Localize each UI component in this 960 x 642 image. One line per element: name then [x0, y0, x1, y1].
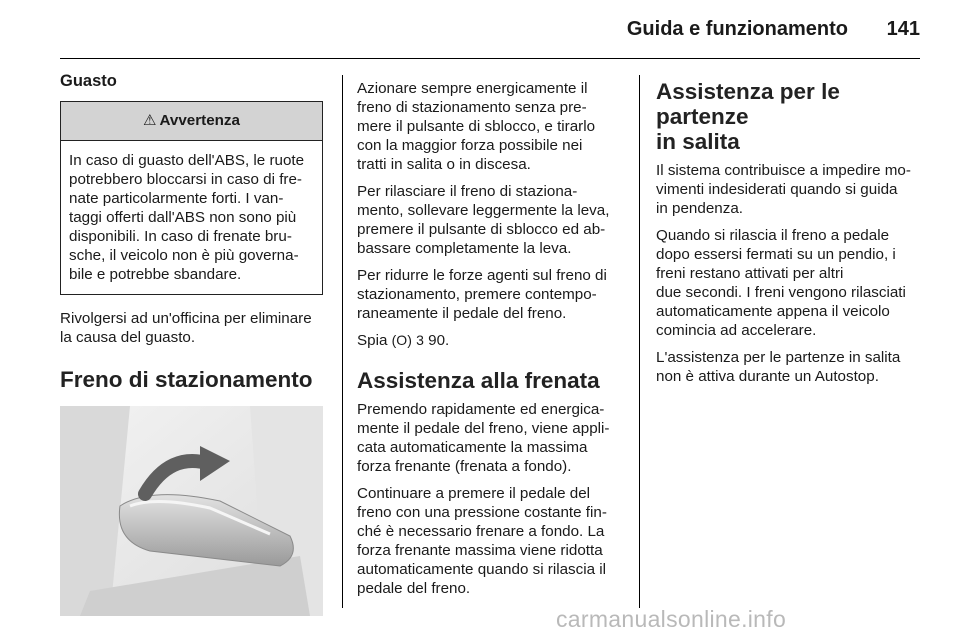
text-line: freno con una pressione costante fin-	[357, 504, 607, 521]
text-line: bile e potrebbe sbandare.	[69, 266, 242, 283]
text-line: pedale del freno.	[357, 580, 471, 597]
spia-page: 90.	[428, 332, 450, 349]
text-line: disponibili. In caso di frenate bru-	[69, 228, 292, 245]
spia-label: Spia	[357, 332, 388, 349]
heading-freno-stazionamento: Freno di stazionamento	[60, 367, 313, 392]
text-line: due secondi. I freni vengono rilasciati	[656, 284, 906, 301]
column-right	[656, 79, 920, 394]
warning-title: Avvertenza	[159, 112, 240, 129]
text-line: cata automaticamente la massima	[357, 439, 588, 456]
text-line: freni restano attivati per altri	[656, 265, 844, 282]
text-line: automaticamente quando si rilascia il	[357, 561, 607, 578]
text-line: taggi offerti dall'ABS non sono più	[69, 209, 297, 226]
text-line: tratti in salita o in discesa.	[357, 156, 531, 173]
text-line: vimenti indesiderati quando si guida	[656, 181, 898, 198]
text-line: In caso di guasto dell'ABS, le ruote	[69, 152, 305, 169]
text-line: la causa del guasto.	[60, 329, 196, 346]
text-line: Il sistema contribuisce a impedire mo-	[656, 162, 911, 179]
text-line: in pendenza.	[656, 200, 743, 217]
column-middle	[357, 79, 622, 606]
text-line: automaticamente appena il veicolo	[656, 303, 890, 320]
text-line: dopo essersi fermati su un pendio, i	[656, 246, 896, 263]
column-divider	[342, 75, 343, 608]
header-title: Guida e funzionamento	[626, 18, 848, 40]
paragraph	[357, 79, 622, 174]
page-number: 141	[886, 18, 920, 40]
text-line: ché è necessario frenare a fondo. La	[357, 523, 605, 540]
text-line: L'assistenza per le partenze in salita	[656, 349, 901, 366]
paragraph	[357, 182, 622, 258]
text-line: Per ridurre le forze agenti sul freno di	[357, 267, 607, 284]
paragraph	[357, 400, 622, 476]
warning-icon: ⚠	[143, 112, 157, 129]
paragraph	[357, 484, 622, 598]
column-divider	[639, 75, 640, 608]
text-line: freno di stazionamento senza pre-	[357, 99, 587, 116]
text-line: sche, il veicolo non è più governa-	[69, 247, 299, 264]
warning-body	[61, 141, 322, 294]
heading-line: in salita	[656, 129, 740, 154]
text-line: bassare completamente la leva.	[357, 240, 572, 257]
paragraph	[656, 161, 920, 218]
text-line: premere il pulsante di sblocco ed ab-	[357, 221, 606, 238]
text-line: stazionamento, premere contempo-	[357, 286, 597, 303]
text-line: mento, sollevare leggermente la leva,	[357, 202, 610, 219]
parking-brake-illustration	[60, 406, 323, 616]
watermark: carmanualsonline.info	[556, 606, 787, 632]
page-header	[60, 18, 920, 59]
brake-warning-icon: (O)	[391, 332, 412, 348]
text-line: Per rilasciare il freno di staziona-	[357, 183, 578, 200]
warning-box	[60, 101, 323, 295]
paragraph	[357, 266, 622, 323]
text-line: forza frenante massima viene ridotta	[357, 542, 603, 559]
text-line: Continuare a premere il pedale del	[357, 485, 591, 502]
heading-assistenza-partenze	[656, 79, 920, 154]
paragraph	[656, 348, 920, 386]
text-line: Premendo rapidamente ed energica-	[357, 401, 605, 418]
text-line: potrebbero bloccarsi in caso di fre-	[69, 171, 302, 188]
page-reference-arrow-icon: 3	[416, 332, 424, 348]
paragraph	[60, 309, 325, 347]
text-line: Quando si rilascia il freno a pedale	[656, 227, 890, 244]
text-line: con la maggior forza possibile nei	[357, 137, 583, 154]
text-line: comincia ad accelerare.	[656, 322, 817, 339]
text-line: forza frenante (frenata a fondo).	[357, 458, 572, 475]
text-line: raneamente il pedale del freno.	[357, 305, 567, 322]
text-line: mente il pedale del freno, viene appli-	[357, 420, 610, 437]
heading-assistenza-frenata: Assistenza alla frenata	[357, 368, 600, 393]
warning-header	[61, 102, 322, 141]
text-line: nate particolarmente forti. I van-	[69, 190, 284, 207]
heading-guasto: Guasto	[60, 72, 117, 90]
paragraph	[656, 226, 920, 340]
text-line: Azionare sempre energicamente il	[357, 80, 588, 97]
text-line: mere il pulsante di sblocco, e tirarlo	[357, 118, 596, 135]
text-line: Rivolgersi ad un'officina per eliminare	[60, 310, 312, 327]
column-left	[60, 72, 325, 616]
heading-line: Assistenza per le partenze	[656, 79, 840, 129]
spia-reference	[357, 331, 622, 350]
text-line: non è attiva durante un Autostop.	[656, 368, 879, 385]
